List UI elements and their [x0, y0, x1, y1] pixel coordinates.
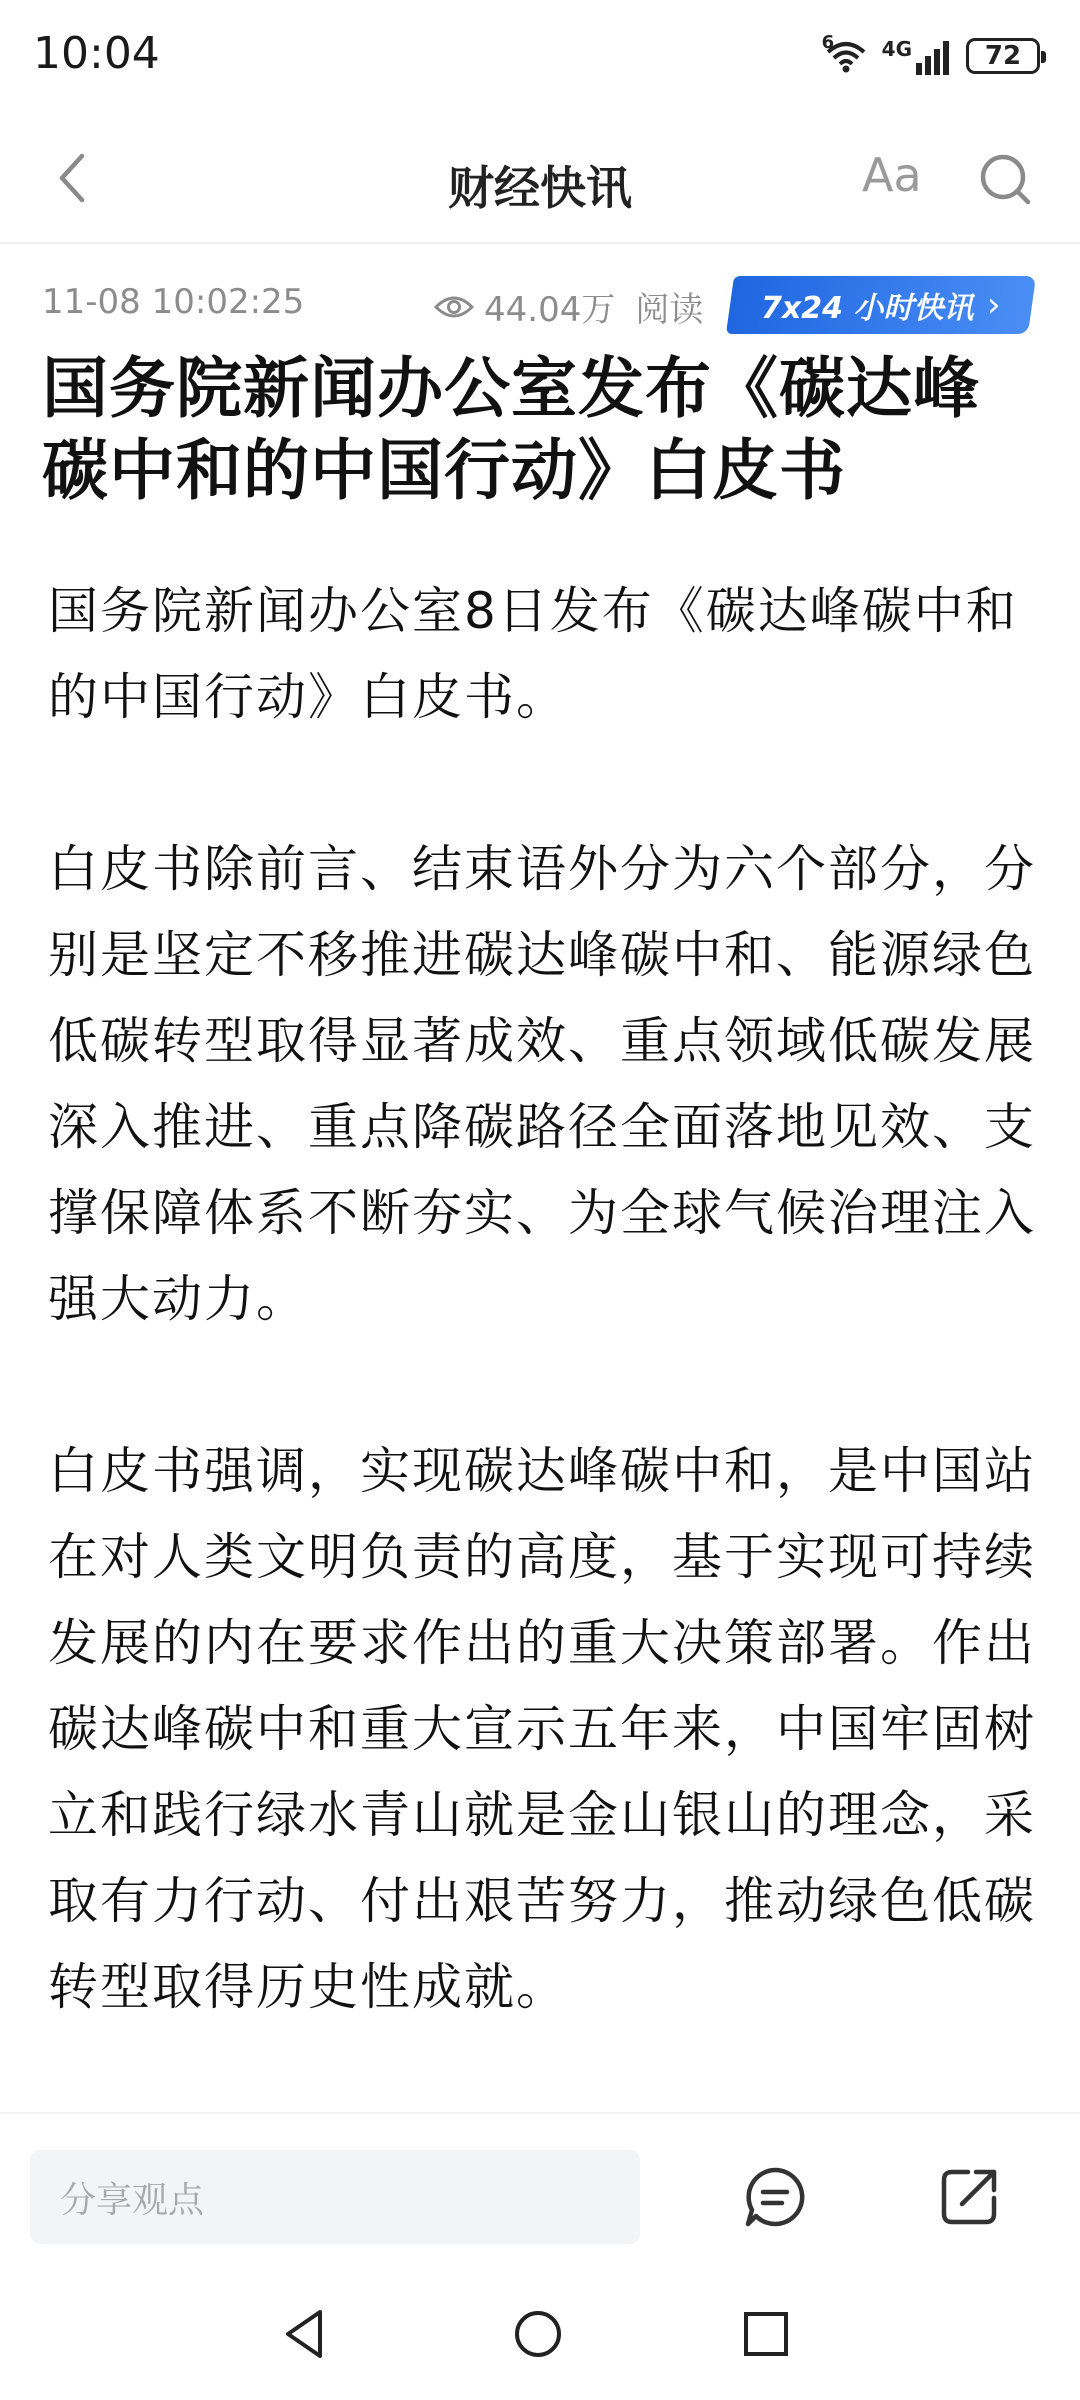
- wifi-badge: 6: [821, 32, 835, 53]
- share-button[interactable]: [938, 2164, 1002, 2228]
- chevron-right-icon: ›: [987, 285, 1002, 325]
- search-button[interactable]: [976, 150, 1036, 210]
- article-paragraph: 白皮书除前言、结束语外分为六个部分，分别是坚定不移推进碳达峰碳中和、能源绿色低碳转型取得显著成效、重点领域低碳发展深入推进、重点降碳路径全面落地见效、支撑保障体系不断夯实、为全球气候治理注入强大动力。: [48, 840, 1036, 1328]
- views-value: 44.04万: [484, 290, 616, 330]
- nav-back-button[interactable]: [276, 2304, 336, 2364]
- comment-placeholder: 分享观点: [60, 2179, 205, 2221]
- article-body: [48, 568, 1038, 2116]
- font-size-button[interactable]: Aa: [862, 148, 922, 202]
- status-icons: [821, 32, 1040, 78]
- article-paragraph: 白皮书强调，实现碳达峰碳中和，是中国站在对人类文明负责的高度，基于实现可持续发展的内在要求作出的重大决策部署。作出碳达峰碳中和重大宣示五年来，中国牢固树立和践行绿水青山就是金山银山的理念，采取有力行动、付出艰苦努力，推动绿色低碳转型取得历史性成就。: [48, 1442, 1036, 2016]
- bottom-action-bar: [0, 2112, 1080, 2272]
- share-icon: [938, 2164, 1002, 2228]
- nav-recents-icon: [736, 2304, 796, 2364]
- comment-input[interactable]: [30, 2150, 640, 2244]
- article-paragraph: 国务院新闻办公室8日发布《碳达峰碳中和的中国行动》白皮书。: [48, 582, 1018, 726]
- network-type: 4G: [881, 37, 912, 61]
- nav-back-icon: [276, 2304, 336, 2364]
- nav-recents-button[interactable]: [736, 2304, 796, 2364]
- cellular-icon: [882, 37, 952, 75]
- status-bar: [0, 0, 1080, 118]
- comment-icon: [742, 2164, 808, 2230]
- article-meta: [0, 270, 1080, 336]
- status-time: 10:04: [33, 28, 160, 79]
- views-label: 阅读: [635, 290, 704, 330]
- article-title: 国务院新闻办公室发布《碳达峰碳中和的中国行动》白皮书: [42, 350, 980, 509]
- flash-news-badge[interactable]: [726, 276, 1036, 334]
- battery-level: 72: [984, 41, 1022, 71]
- nav-home-button[interactable]: [508, 2304, 568, 2364]
- nav-home-icon: [508, 2304, 568, 2364]
- publish-time: 11-08 10:02:25: [42, 282, 305, 322]
- system-nav-bar: [0, 2272, 1080, 2400]
- eye-icon: [434, 293, 474, 321]
- wifi-icon: [821, 32, 868, 74]
- comment-button[interactable]: [742, 2164, 808, 2230]
- flash-news-label: 7x24 小时快讯: [760, 291, 974, 326]
- battery-icon: [966, 38, 1040, 74]
- app-header: [0, 118, 1080, 244]
- view-count: [434, 282, 703, 331]
- search-icon: [976, 150, 1036, 210]
- page-title: 财经快讯: [448, 161, 632, 215]
